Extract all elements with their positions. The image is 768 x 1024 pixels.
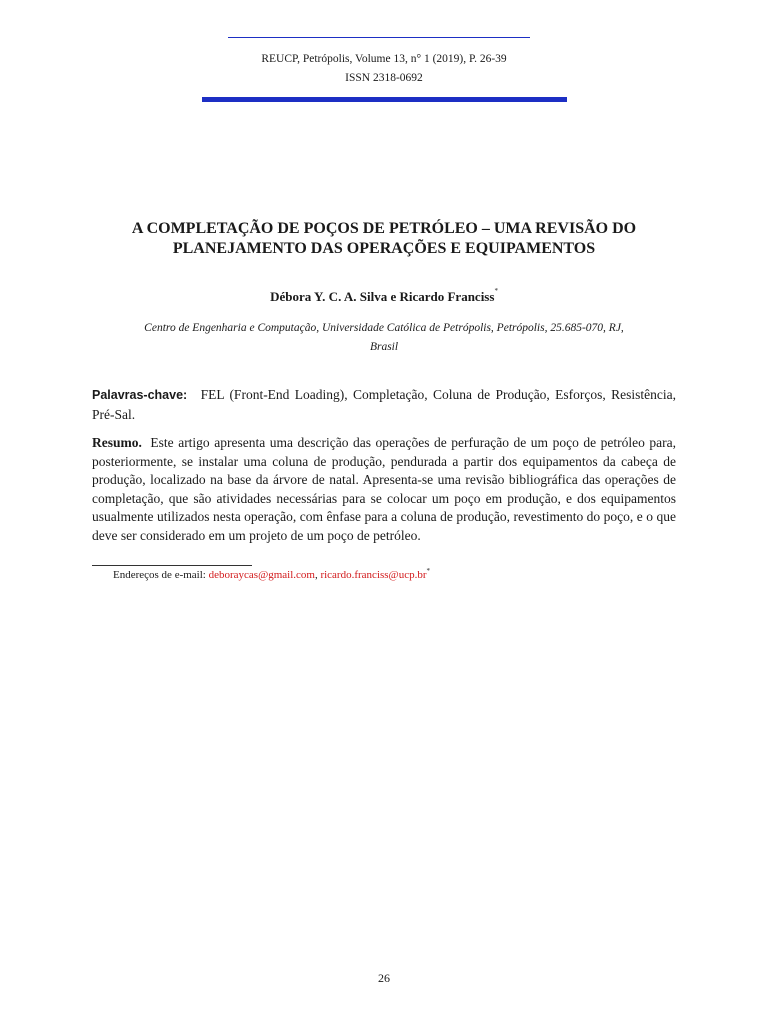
affiliation-line-2: Brasil [369, 341, 399, 353]
email-separator: , [314, 569, 318, 581]
header-bottom-rule [202, 97, 567, 102]
article-title [90, 219, 678, 259]
footnote-label: Endereços de e-mail: [113, 569, 206, 581]
footnote-rule [92, 565, 252, 566]
abstract-label: Resumo. [92, 435, 142, 450]
header-top-rule [228, 37, 530, 38]
keywords [92, 385, 676, 424]
journal-citation: REUCP, Petrópolis, Volume 13, n° 1 (2019), P. 26-39 [261, 53, 507, 65]
abstract [92, 434, 676, 545]
title-line-1: A COMPLETAÇÃO DE POÇOS DE PETRÓLEO – UMA REVISÃO DO [131, 220, 637, 237]
author-marker: * [494, 287, 498, 295]
keywords-label: Palavras-chave: [92, 388, 188, 402]
authors [0, 289, 768, 305]
footnote-marker: * [426, 567, 430, 575]
author-names: Débora Y. C. A. Silva e Ricardo Franciss [270, 289, 495, 304]
keywords-text: FEL (Front-End Loading), Completação, Coluna de Produção, Esforços, Resistência, Pré-Sal. [92, 387, 677, 422]
affiliation [92, 319, 676, 357]
title-line-2: PLANEJAMENTO DAS OPERAÇÕES E EQUIPAMENTOS [172, 240, 596, 257]
issn: ISSN 2318-0692 [345, 72, 423, 84]
abstract-text: Este artigo apresenta uma descrição das operações de perfuração de um poço de petróleo para, posteriormente, se instalar uma coluna de produção, pendurada a partir dos equipamentos da cabeça de produção, localizado na base da árvore de natal. Apresenta-se uma revisão bibliográfica das operações de completação, que são atividades necessárias para se colocar um poço em produção, e dos equipamentos usualmente utilizados nesta operação, com ênfase para a coluna de produção, revestimento do poço, e o que deve ser considerado em um projeto de um poço de petróleo. [92, 435, 677, 543]
email-link-2[interactable]: ricardo.franciss@ucp.br [320, 569, 427, 581]
email-link-1[interactable]: deboraycas@gmail.com [208, 569, 315, 581]
affiliation-line-1: Centro de Engenharia e Computação, Universidade Católica de Petrópolis, Petrópolis, 25.685-070, RJ, [144, 322, 624, 334]
footnote [113, 569, 430, 581]
page-number: 26 [378, 971, 390, 985]
